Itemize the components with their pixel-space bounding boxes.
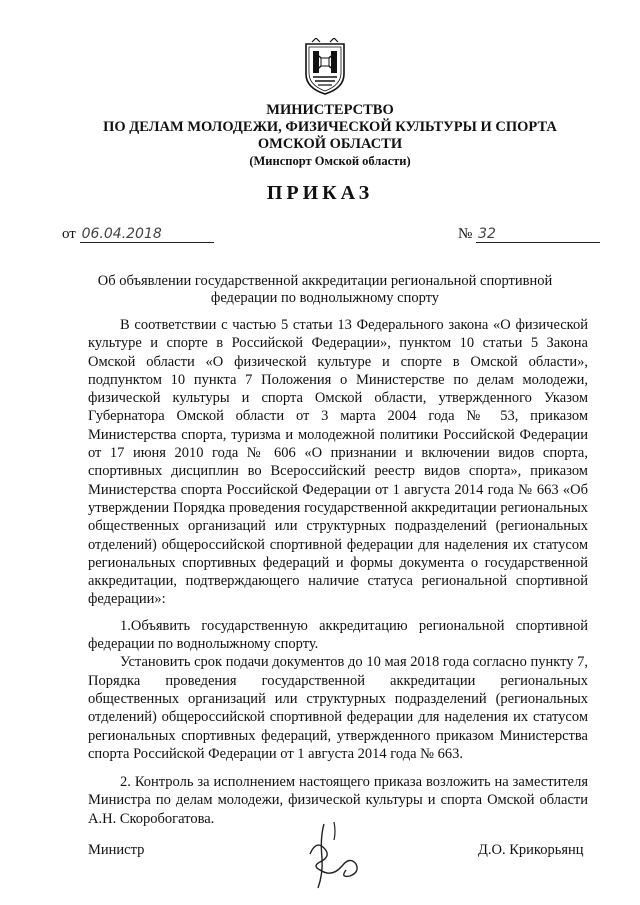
header-line-1: МИНИСТЕРСТВО: [266, 102, 394, 118]
signatory-name: Д.О. Крикорьянц: [478, 842, 584, 858]
ministry-header: [60, 102, 600, 170]
header-abbreviation: (Минспорт Омской области): [249, 154, 411, 168]
coat-of-arms-emblem: [304, 38, 346, 96]
date-line: [62, 226, 214, 243]
preamble-paragraph: В соответствии с частью 5 статьи 13 Федерального закона «О физической культуре и спорте в Российской Федерации», пунктом 10 статьи 5 Закона Омской области «О физической культуре и спорте в Омской области», подпунктом 10 пункта 7 Положения о Министерстве по делам молодежи, физической культуры и спорта Омской области, утвержденного Указом Губернатора Омской области от 3 марта 2004 года № 53, приказом Министерства спорта, туризма и молодежной политики Российской Федерации от 17 июня 2010 года № 606 «О признании и включении видов спорта, спортивных дисциплин во Всероссийский реестр видов спорта», приказом Министерства спорта Российской Федерации от 1 августа 2014 года № 663 «Об утверждении Порядка проведения государственной аккредитации региональных общественных организаций или структурных подразделений (региональных отделений) общероссийской спортивной федерации для наделения их статусом региональных спортивных федераций и формы документа о государственной аккредитации, подтверждающего наличие статуса региональной спортивной федерации»:: [88, 317, 588, 608]
number-line: [458, 226, 600, 243]
document-title: ПРИКАЗ: [266, 182, 374, 204]
header-line-2: ПО ДЕЛАМ МОЛОДЕЖИ, ФИЗИЧЕСКОЙ КУЛЬТУРЫ И СПОРТА: [103, 119, 557, 135]
handwritten-signature: [290, 818, 370, 898]
clause-1-paragraph: 1.Объявить государственную аккредитацию региональной спортивной федерации по воднолыжному спорту.: [88, 617, 588, 653]
signatory-position: Министр: [88, 842, 145, 858]
order-subject: Об объявлении государственной аккредитации региональной спортивной федерации по воднолыжному спорту: [97, 273, 553, 306]
order-body: [88, 316, 588, 828]
deadline-paragraph: Установить срок подачи документов до 10 мая 2018 года согласно пункту 7, Порядка проведения государственной аккредитации региональных общественных организаций или структурных подразделений (региональных отделений) общероссийской спортивной федерации для наделения их статусом региональных спортивных федераций, утвержденного приказом Министерства спорта Российской Федерации от 1 августа 2014 года № 663.: [88, 654, 588, 762]
clause-2-paragraph: 2. Контроль за исполнением настоящего приказа возложить на заместителя Министра по делам молодежи, физической культуры и спорта Омской области А.Н. Скоробогатова.: [88, 774, 588, 827]
date-prefix: от: [62, 226, 76, 242]
header-line-3: ОМСКОЙ ОБЛАСТИ: [257, 136, 403, 152]
number-prefix: №: [458, 226, 473, 242]
number-value: 32: [476, 226, 600, 243]
date-value: 06.04.2018: [80, 226, 214, 243]
